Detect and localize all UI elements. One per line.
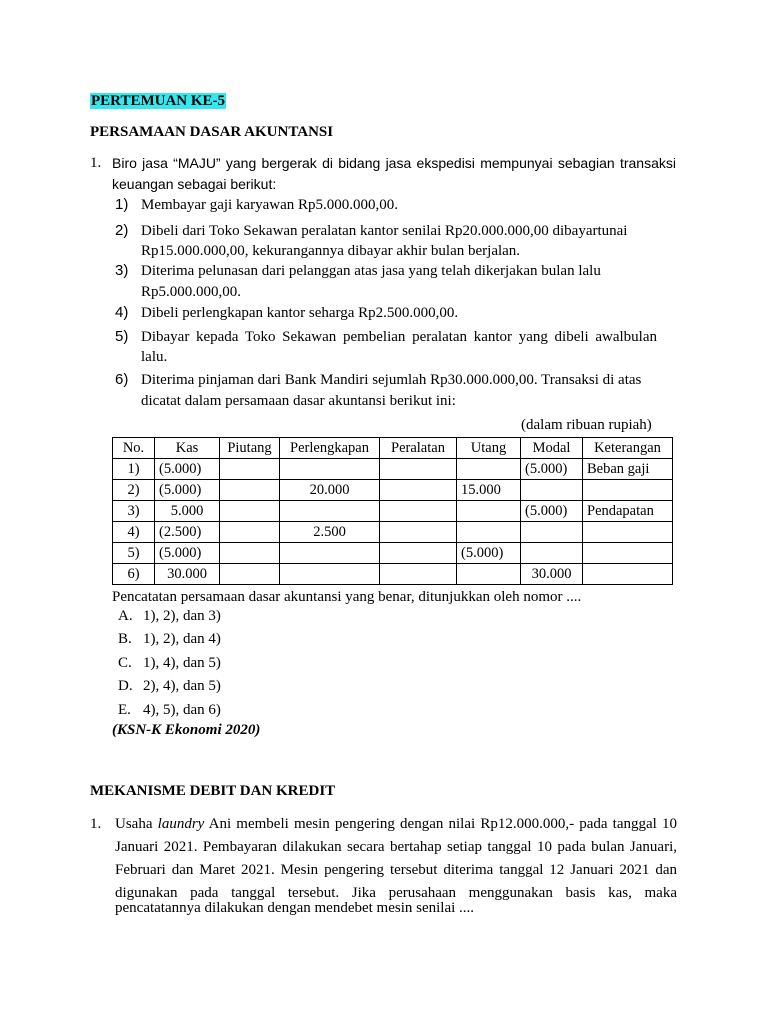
item-6-text-line-2: dicatat dalam persamaan dasar akuntansi berikut ini: (141, 393, 456, 409)
option-d-letter: D. (118, 678, 133, 694)
cell-piutang (220, 501, 280, 522)
cell-kas: (5.000) (155, 459, 220, 480)
question-2-line-3: Februari dan Maret 2021. Mesin pengering tersebut diterima tanggal 12 Januari 2021 dan (115, 862, 677, 878)
item-6-text-line-1: Diterima pinjaman dari Bank Mandiri sejumlah Rp30.000.000,00. Transaksi di atas (141, 372, 642, 388)
option-a-letter: A. (118, 608, 133, 624)
table-row (113, 459, 673, 480)
table-header-row (113, 438, 673, 459)
cell-perlengkapan (280, 459, 380, 480)
cell-keterangan (583, 522, 673, 543)
cell-perlengkapan (280, 564, 380, 585)
cell-kas: (5.000) (155, 480, 220, 501)
table-row (113, 543, 673, 564)
cell-modal: (5.000) (521, 459, 583, 480)
cell-utang (457, 564, 521, 585)
cell-modal: (5.000) (521, 501, 583, 522)
cell-piutang (220, 480, 280, 501)
cell-modal (521, 480, 583, 501)
item-3-text-line-1: Diterima pelunasan dari pelanggan atas jasa yang telah dikerjakan bulan lalu (141, 263, 601, 279)
question-2-line-1-laundry: laundry (157, 816, 205, 832)
question-1-line-1: Biro jasa “MAJU” yang bergerak di bidang jasa ekspedisi mempunyai sebagian transaksi (112, 155, 676, 171)
item-1-number: 1) (115, 196, 129, 213)
item-1-text: Membayar gaji karyawan Rp5.000.000,00. (141, 197, 399, 213)
cell-no: 1) (113, 459, 155, 480)
option-b-letter: B. (118, 631, 132, 647)
cell-keterangan (583, 480, 673, 501)
item-5-text-line-2: lalu. (141, 349, 168, 365)
cell-peralatan (380, 459, 457, 480)
meeting-heading (90, 93, 226, 110)
item-4-number: 4) (115, 304, 129, 321)
cell-keterangan (583, 564, 673, 585)
cell-keterangan (583, 543, 673, 564)
header-keterangan: Keterangan (583, 438, 673, 459)
item-5-text-line-1: Dibayar kepada Toko Sekawan pembelian peralatan kantor yang dibeli awalbulan (141, 329, 657, 345)
question-source: (KSN-K Ekonomi 2020) (112, 722, 261, 738)
cell-kas: 30.000 (155, 564, 220, 585)
option-a-text: 1), 2), dan 3) (143, 608, 221, 624)
cell-perlengkapan: 2.500 (280, 522, 380, 543)
cell-kas: (5.000) (155, 543, 220, 564)
item-4-text: Dibeli perlengkapan kantor seharga Rp2.500.000,00. (141, 305, 459, 321)
question-prompt: Pencatatan persamaan dasar akuntansi yang benar, ditunjukkan oleh nomor .... (112, 589, 582, 605)
cell-peralatan (380, 480, 457, 501)
meeting-highlight: PERTEMUAN KE-5 (91, 93, 226, 109)
cell-kas: 5.000 (155, 501, 220, 522)
cell-utang (457, 459, 521, 480)
cell-piutang (220, 459, 280, 480)
question-2-line-2: Januari 2021. Pembayaran dilakukan secara bertahap setiap tanggal 10 pada bulan Januari, (115, 839, 677, 855)
cell-peralatan (380, 522, 457, 543)
option-e-letter: E. (118, 702, 131, 718)
cell-no: 2) (113, 480, 155, 501)
cell-modal: 30.000 (521, 564, 583, 585)
header-peralatan: Peralatan (380, 438, 457, 459)
header-perlengkapan: Perlengkapan (280, 438, 380, 459)
option-c-text: 1), 4), dan 5) (143, 655, 221, 671)
question-2-line-5: pencatatannya dilakukan dengan mendebet mesin senilai .... (115, 900, 475, 916)
header-modal: Modal (521, 438, 583, 459)
option-d-text: 2), 4), dan 5) (143, 678, 221, 694)
question-1-number: 1. (90, 155, 102, 171)
cell-utang (457, 501, 521, 522)
item-2-text-line-2: Rp15.000.000,00, kekurangannya dibayar akhir bulan berjalan. (141, 243, 521, 259)
cell-peralatan (380, 501, 457, 522)
cell-utang: 15.000 (457, 480, 521, 501)
header-kas: Kas (155, 438, 220, 459)
cell-modal (521, 522, 583, 543)
question-1-line-2: keuangan sebagai berikut: (112, 176, 277, 192)
option-c-letter: C. (118, 655, 132, 671)
section-title-persamaan: PERSAMAAN DASAR AKUNTANSI (90, 124, 334, 140)
question-2-line-4: digunakan pada tanggal tersebut. Jika perusahaan menggunakan basis kas, maka (115, 885, 677, 901)
item-2-text-line-1: Dibeli dari Toko Sekawan peralatan kantor senilai Rp20.000.000,00 dibayartunai (141, 223, 628, 239)
option-e-text: 4), 5), dan 6) (143, 702, 221, 718)
cell-no: 4) (113, 522, 155, 543)
table-row (113, 501, 673, 522)
question-2-number: 1. (90, 816, 102, 832)
table-row (113, 480, 673, 501)
cell-perlengkapan (280, 501, 380, 522)
table-row (113, 522, 673, 543)
header-no: No. (113, 438, 155, 459)
cell-perlengkapan (280, 543, 380, 564)
table-row (113, 564, 673, 585)
cell-piutang (220, 564, 280, 585)
cell-peralatan (380, 564, 457, 585)
question-2-line-1-a: Usaha (115, 816, 153, 832)
cell-keterangan: Beban gaji (583, 459, 673, 480)
item-3-text-line-2: Rp5.000.000,00. (141, 284, 242, 300)
item-5-number: 5) (115, 328, 129, 345)
cell-utang (457, 522, 521, 543)
cell-keterangan: Pendapatan (583, 501, 673, 522)
question-2-line-1 (115, 816, 677, 833)
item-2-number: 2) (115, 222, 129, 239)
accounting-equation-table (112, 437, 673, 585)
section-title-debit-kredit: MEKANISME DEBIT DAN KREDIT (90, 783, 336, 799)
table-unit-note: (dalam ribuan rupiah) (521, 417, 652, 433)
cell-piutang (220, 522, 280, 543)
cell-perlengkapan: 20.000 (280, 480, 380, 501)
cell-modal (521, 543, 583, 564)
item-6-number: 6) (115, 371, 129, 388)
item-3-number: 3) (115, 262, 129, 279)
cell-utang: (5.000) (457, 543, 521, 564)
header-utang: Utang (457, 438, 521, 459)
cell-no: 6) (113, 564, 155, 585)
cell-peralatan (380, 543, 457, 564)
cell-kas: (2.500) (155, 522, 220, 543)
header-piutang: Piutang (220, 438, 280, 459)
option-b-text: 1), 2), dan 4) (143, 631, 221, 647)
cell-no: 5) (113, 543, 155, 564)
cell-piutang (220, 543, 280, 564)
cell-no: 3) (113, 501, 155, 522)
question-2-line-1-c: Ani membeli mesin pengering dengan nilai Rp12.000.000,- pada tanggal 10 (208, 816, 677, 832)
